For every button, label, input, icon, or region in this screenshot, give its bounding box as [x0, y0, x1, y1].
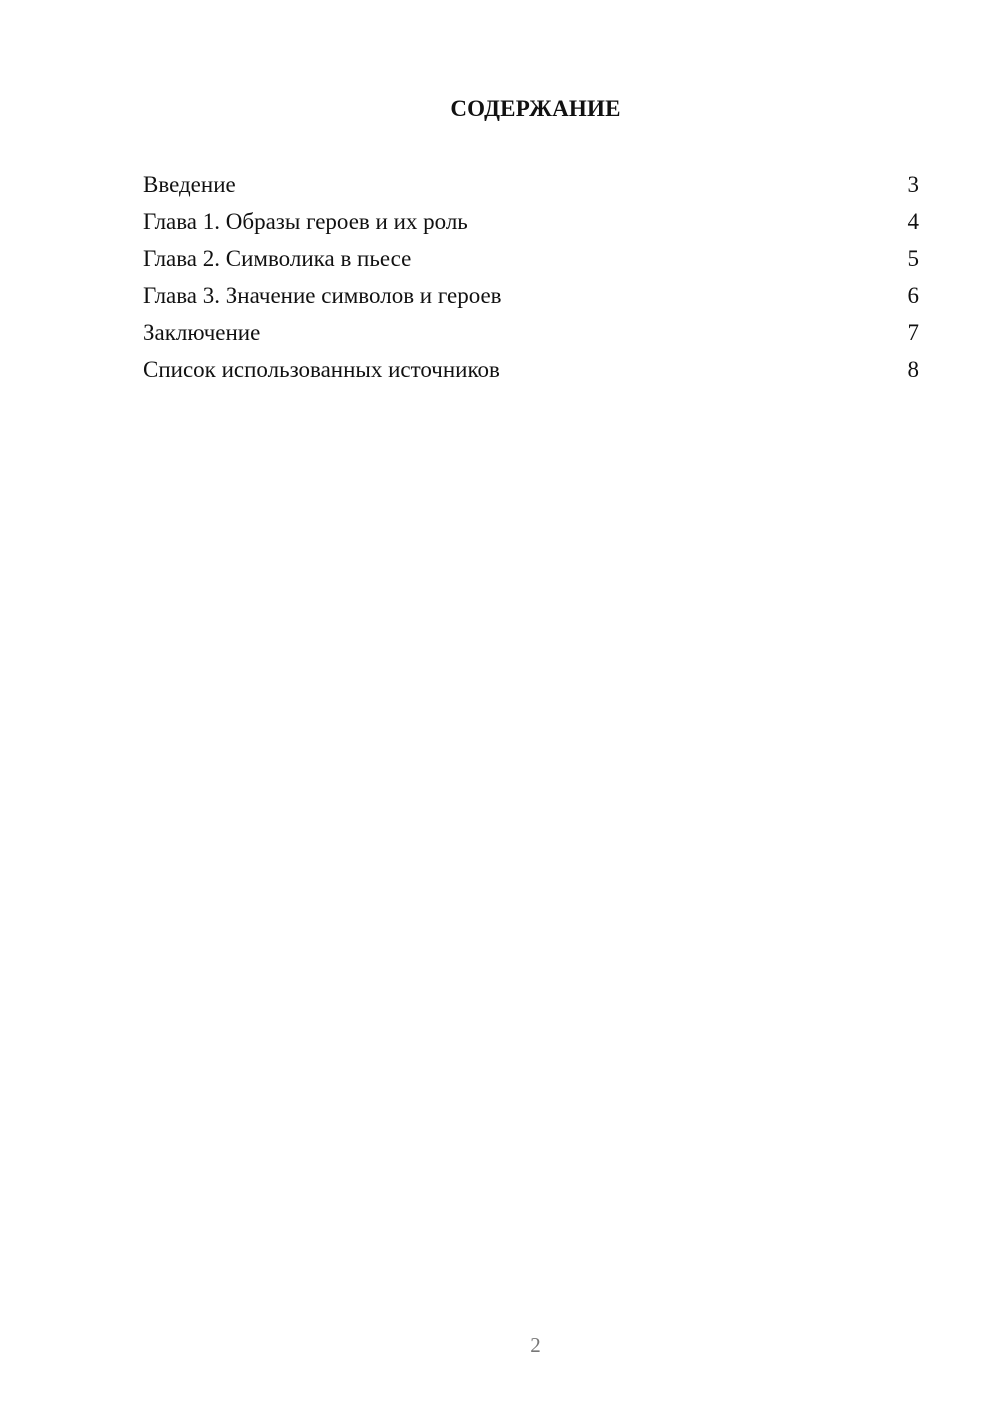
toc-entry-chapter-2[interactable]: [143, 244, 919, 281]
table-of-contents: [143, 170, 919, 392]
toc-entry-label: Глава 3. Значение символов и героев: [143, 283, 502, 308]
toc-entry-chapter-1[interactable]: [143, 207, 919, 244]
toc-entry-label: Глава 2. Символика в пьесе: [143, 246, 412, 271]
toc-entry-conclusion[interactable]: [143, 318, 919, 355]
page-title: СОДЕРЖАНИЕ: [450, 96, 621, 121]
toc-entry-label: Глава 1. Образы героев и их роль: [143, 209, 468, 234]
toc-entry-page: 8: [907, 357, 919, 382]
toc-entry-page: 4: [907, 209, 919, 234]
toc-entry-page: 7: [907, 320, 919, 345]
page-number: 2: [530, 1333, 541, 1357]
toc-entry-references[interactable]: [143, 355, 919, 392]
toc-entry-introduction[interactable]: [143, 170, 919, 207]
toc-entry-label: Список использованных источников: [143, 357, 500, 382]
toc-entry-label: Введение: [143, 172, 236, 197]
toc-entry-page: 3: [907, 172, 919, 197]
toc-entry-page: 5: [907, 246, 919, 271]
toc-entry-label: Заключение: [143, 320, 261, 345]
toc-entry-chapter-3[interactable]: [143, 281, 919, 318]
toc-entry-page: 6: [907, 283, 919, 308]
